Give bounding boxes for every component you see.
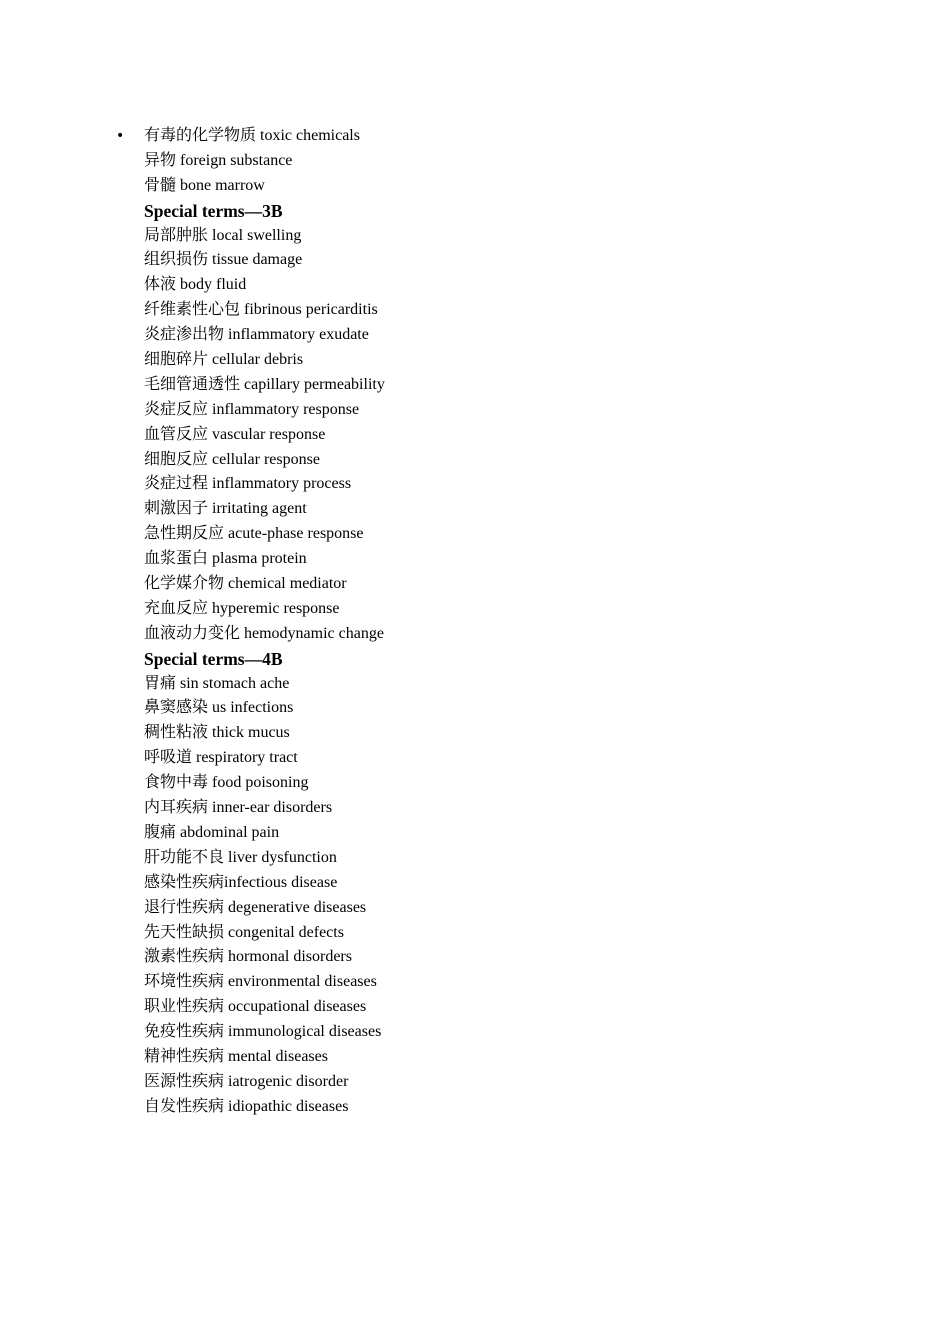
- term-text: 激素性疾病 hormonal disorders: [144, 948, 352, 966]
- term-text: 细胞反应 cellular response: [144, 450, 320, 468]
- term-line: [116, 224, 816, 249]
- term-text: 感染性疾病infectious disease: [144, 873, 338, 891]
- section-heading-text: Special terms—4B: [144, 648, 283, 669]
- term-text: 呼吸道 respiratory tract: [144, 749, 298, 767]
- term-text: 纤维素性心包 fibrinous pericarditis: [144, 301, 378, 319]
- term-line: [116, 696, 816, 721]
- term-text: 职业性疾病 occupational diseases: [144, 998, 367, 1016]
- term-text: 化学媒介物 chemical mediator: [144, 575, 347, 593]
- term-text: 局部肿胀 local swelling: [144, 226, 302, 244]
- term-line: [116, 622, 816, 647]
- term-line: [116, 423, 816, 448]
- term-line: [116, 896, 816, 921]
- term-line: [116, 348, 816, 373]
- term-text: 腹痛 abdominal pain: [144, 823, 280, 841]
- term-line: [116, 746, 816, 771]
- section-heading-text: Special terms—3B: [144, 200, 283, 221]
- term-line: [116, 721, 816, 746]
- term-list: [116, 124, 816, 1120]
- term-line: [116, 771, 816, 796]
- term-text: 骨髓 bone marrow: [144, 176, 265, 194]
- term-line: [116, 472, 816, 497]
- term-text: 急性期反应 acute-phase response: [144, 525, 364, 543]
- term-text: 细胞碎片 cellular debris: [144, 351, 304, 369]
- section-heading: [116, 647, 816, 672]
- term-text: 医源性疾病 iatrogenic disorder: [144, 1072, 349, 1090]
- term-line: [116, 1045, 816, 1070]
- term-text: 血管反应 vascular response: [144, 425, 326, 443]
- bullet-icon: •: [116, 128, 125, 144]
- term-text: 体液 body fluid: [144, 276, 247, 294]
- term-line: [116, 298, 816, 323]
- term-line: [116, 522, 816, 547]
- term-text: 环境性疾病 environmental diseases: [144, 973, 377, 991]
- term-line: [116, 921, 816, 946]
- term-text: 充血反应 hyperemic response: [144, 599, 340, 617]
- term-text: 胃痛 sin stomach ache: [144, 674, 290, 692]
- term-text: 血液动力变化 hemodynamic change: [144, 624, 384, 642]
- term-text: 炎症过程 inflammatory process: [144, 475, 352, 493]
- term-text: 食物中毒 food poisoning: [144, 774, 309, 792]
- term-line: [116, 597, 816, 622]
- term-text: 有毒的化学物质 toxic chemicals: [144, 127, 360, 144]
- term-line: [116, 995, 816, 1020]
- term-line: [116, 672, 816, 697]
- term-line: [116, 846, 816, 871]
- term-line: [116, 821, 816, 846]
- term-line: [116, 248, 816, 273]
- term-line: [116, 970, 816, 995]
- term-line: [116, 448, 816, 473]
- term-line: [116, 398, 816, 423]
- term-text: 先天性缺损 congenital defects: [144, 923, 344, 941]
- term-text: 异物 foreign substance: [144, 151, 293, 169]
- term-text: 鼻窦感染 us infections: [144, 699, 294, 717]
- term-line: [116, 1020, 816, 1045]
- term-text: 退行性疾病 degenerative diseases: [144, 898, 367, 916]
- term-line: [116, 871, 816, 896]
- term-text: 血浆蛋白 plasma protein: [144, 550, 307, 568]
- term-text: 稠性粘液 thick mucus: [144, 724, 290, 742]
- term-line: [116, 273, 816, 298]
- term-text: 炎症反应 inflammatory response: [144, 400, 360, 418]
- term-text: 组织损伤 tissue damage: [144, 251, 303, 269]
- section-heading: [116, 199, 816, 224]
- term-text: 刺激因子 irritating agent: [144, 500, 307, 518]
- term-line: [116, 796, 816, 821]
- term-text: 肝功能不良 liver dysfunction: [144, 848, 337, 866]
- term-text: 精神性疾病 mental diseases: [144, 1047, 328, 1065]
- term-line: [116, 945, 816, 970]
- term-line: [116, 497, 816, 522]
- term-text: 炎症渗出物 inflammatory exudate: [144, 326, 369, 344]
- term-line: [116, 547, 816, 572]
- term-line: [116, 323, 816, 348]
- term-line: [116, 124, 816, 149]
- term-line: [116, 149, 816, 174]
- term-line: [116, 572, 816, 597]
- term-text: 免疫性疾病 immunological diseases: [144, 1023, 382, 1041]
- term-line: [116, 1070, 816, 1095]
- term-text: 内耳疾病 inner-ear disorders: [144, 799, 333, 817]
- term-line: [116, 1095, 816, 1120]
- term-text: 自发性疾病 idiopathic diseases: [144, 1097, 349, 1115]
- term-line: [116, 174, 816, 199]
- term-text: 毛细管通透性 capillary permeability: [144, 375, 385, 393]
- term-line: [116, 373, 816, 398]
